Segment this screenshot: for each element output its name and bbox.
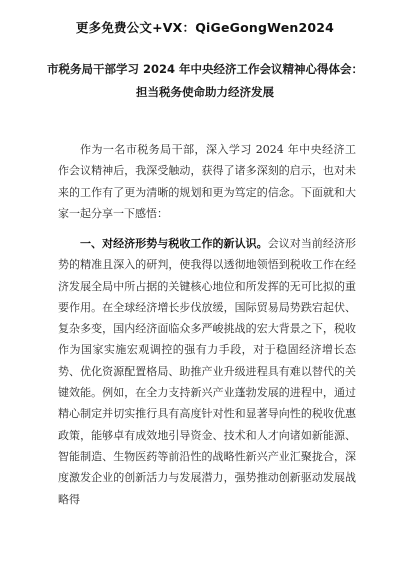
title-line-2: 担当税务使命助力经济发展	[136, 85, 274, 99]
promo-header: 更多免费公文+VX：QiGeGongWen2024	[75, 20, 335, 35]
section-1-body: 会议对当前经济形势的精准且深入的研判，使我得以透彻地领悟到税收工作在经济发展全局中所占据的关键核心地位和所发挥的无可比拟的重要作用。在全球经济增长步伐放缓，国际贸易局势跌宕起伏、复杂多变，国内经济面临众多严峻挑战的宏大背景之下，税收作为国家实施宏观调控的强有力手段，对于稳固经济增长态势、优化资源配置格局、助推产业升级进程具有难以替代的关键效能。例如，在全力支持新兴产业蓬勃发展的进程中，通过精心制定并切实推行具有高度针对性和显著导向性的税收优惠政策，能够卓有成效地引导资金、技术和人才向诸如新能源、智能制造、生物医药等前沿性的战略性新兴产业汇聚拢合，深度激发企业的创新活力与发展潜力，强势推动创新驱动发展战略得	[58, 237, 357, 506]
intro-paragraph: 作为一名市税务局干部，深入学习 2024 年中央经济工作会议精神后，我深受触动，获得了诸多深刻的启示，也对未来的工作有了更为清晰的规划和更为笃定的信念。下面就和大家一起分享一下感悟：	[58, 143, 356, 220]
section-1-paragraph	[58, 233, 356, 510]
title-line-1: 市税务局干部学习 2024 年中央经济工作会议精神心得体会：	[46, 62, 363, 76]
section-1-heading: 一、对经济形势与税收工作的新认识。	[80, 237, 268, 250]
document-title	[40, 58, 370, 104]
